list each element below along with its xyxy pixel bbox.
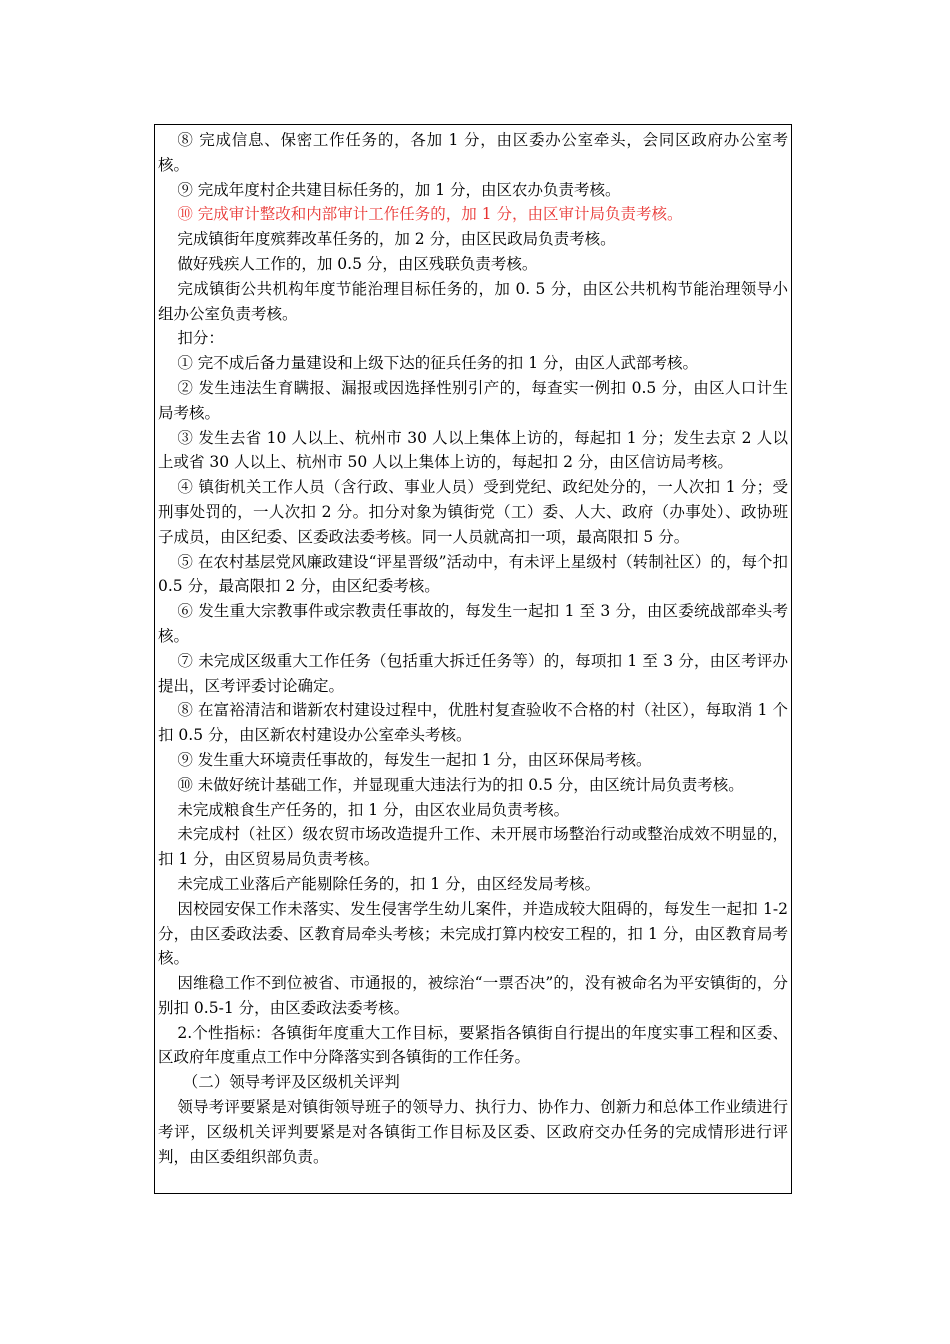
paragraph-7: 扣分： bbox=[177, 329, 224, 348]
paragraph-21: 因校园安保工作未落实、发生侵害学生幼儿案件，并造成较大阻碍的，每发生一起扣 1-2 分，由区委政法委、区教育局牵头考核；未完成打算内校安工程的，扣 1 分，由区教育局考核。 bbox=[158, 899, 788, 968]
paragraph-10: ③ 发生去省 10 人以上、杭州市 30 人以上集体上访的，每起扣 1 分；发生去京 2 人以上或省 30 人以上、杭州市 50 人以上集体上访的，每起扣 2 分，由区信访局考核。 bbox=[158, 428, 788, 472]
paragraph-9: ② 发生违法生育瞒报、漏报或因选择性别引产的，每查实一例扣 0.5 分，由区人口计生局考核。 bbox=[158, 378, 788, 422]
paragraph-22: 因维稳工作不到位被省、市通报的，被综治“一票否决”的，没有被命名为平安镇街的，分别扣 0.5-1 分，由区委政法委考核。 bbox=[158, 974, 788, 1017]
paragraph-23: 2.个性指标：各镇街年度重大工作目标，要紧指各镇街自行提出的年度实事工程和区委、区政府年度重点工作中分降落实到各镇街的工作任务。 bbox=[158, 1023, 788, 1067]
document-text-frame bbox=[154, 124, 792, 1194]
paragraph-25: 领导考评要紧是对镇街领导班子的领导力、执行力、协作力、创新力和总体工作业绩进行考评，区级机关评判要紧是对各镇街工作目标及区委、区政府交办任务的完成情形进行评判，由区委组织部负责。 bbox=[158, 1098, 788, 1166]
paragraph-24: （二）领导考评及区级机关评判 bbox=[182, 1073, 400, 1092]
paragraph-13: ⑥ 发生重大宗教事件或宗教责任事故的，每发生一起扣 1 至 3 分，由区委统战部牵头考核。 bbox=[158, 602, 788, 645]
paragraph-17: ⑩ 未做好统计基础工作，并显现重大违法行为的扣 0.5 分，由区统计局负责考核。 bbox=[177, 775, 744, 794]
paragraph-4: 完成镇街年度殡葬改革任务的，加 2 分，由区民政局负责考核。 bbox=[177, 230, 616, 249]
paragraph-5: 做好残疾人工作的，加 0.5 分，由区残联负责考核。 bbox=[177, 254, 538, 273]
paragraph-19: 未完成村（社区）级农贸市场改造提升工作、未开展市场整治行动或整治成效不明显的，扣 1 分，由区贸易局负责考核。 bbox=[158, 825, 788, 869]
paragraph-18: 未完成粮食生产任务的，扣 1 分，由区农业局负责考核。 bbox=[177, 800, 570, 819]
paragraph-2: ⑨ 完成年度村企共建目标任务的，加 1 分，由区农办负责考核。 bbox=[177, 180, 621, 199]
paragraph-6: 完成镇街公共机构年度节能治理目标任务的，加 0. 5 分，由区公共机构节能治理领导小组办公室负责考核。 bbox=[158, 279, 788, 323]
paragraph-12: ⑤ 在农村基层党风廉政建设“评星晋级”活动中，有未评上星级村（转制社区）的，每个扣 0.5 分，最高限扣 2 分，由区纪委考核。 bbox=[158, 552, 788, 596]
paragraph-16: ⑨ 发生重大环境责任事故的，每发生一起扣 1 分，由区环保局考核。 bbox=[177, 750, 652, 769]
paragraph-15: ⑧ 在富裕清洁和谐新农村建设过程中，优胜村复查验收不合格的村（社区），每取消 1 个扣 0.5 分，由区新农村建设办公室牵头考核。 bbox=[158, 701, 788, 745]
paragraph-8: ① 完不成后备力量建设和上级下达的征兵任务的扣 1 分，由区人武部考核。 bbox=[177, 354, 699, 373]
paragraph-14: ⑦ 未完成区级重大工作任务（包括重大拆迁任务等）的，每项扣 1 至 3 分，由区考评办提出，区考评委讨论确定。 bbox=[158, 651, 788, 695]
paragraph-20: 未完成工业落后产能剔除任务的，扣 1 分，由区经发局考核。 bbox=[177, 874, 601, 893]
paragraph-3: ⑩ 完成审计整改和内部审计工作任务的，加 1 分，由区审计局负责考核。 bbox=[177, 205, 683, 224]
paragraph-11: ④ 镇街机关工作人员（含行政、事业人员）受到党纪、政纪处分的，一人次扣 1 分；受刑事处罚的，一人次扣 2 分。扣分对象为镇街党（工）委、人大、政府（办事处）、政协班子成员，由区纪委、区委政法委考核。同一人员就高扣一项，最高限扣 5 分。 bbox=[158, 478, 788, 546]
paragraph-1: ⑧ 完成信息、保密工作任务的，各加 1 分，由区委办公室牵头，会同区政府办公室考核。 bbox=[158, 131, 788, 174]
